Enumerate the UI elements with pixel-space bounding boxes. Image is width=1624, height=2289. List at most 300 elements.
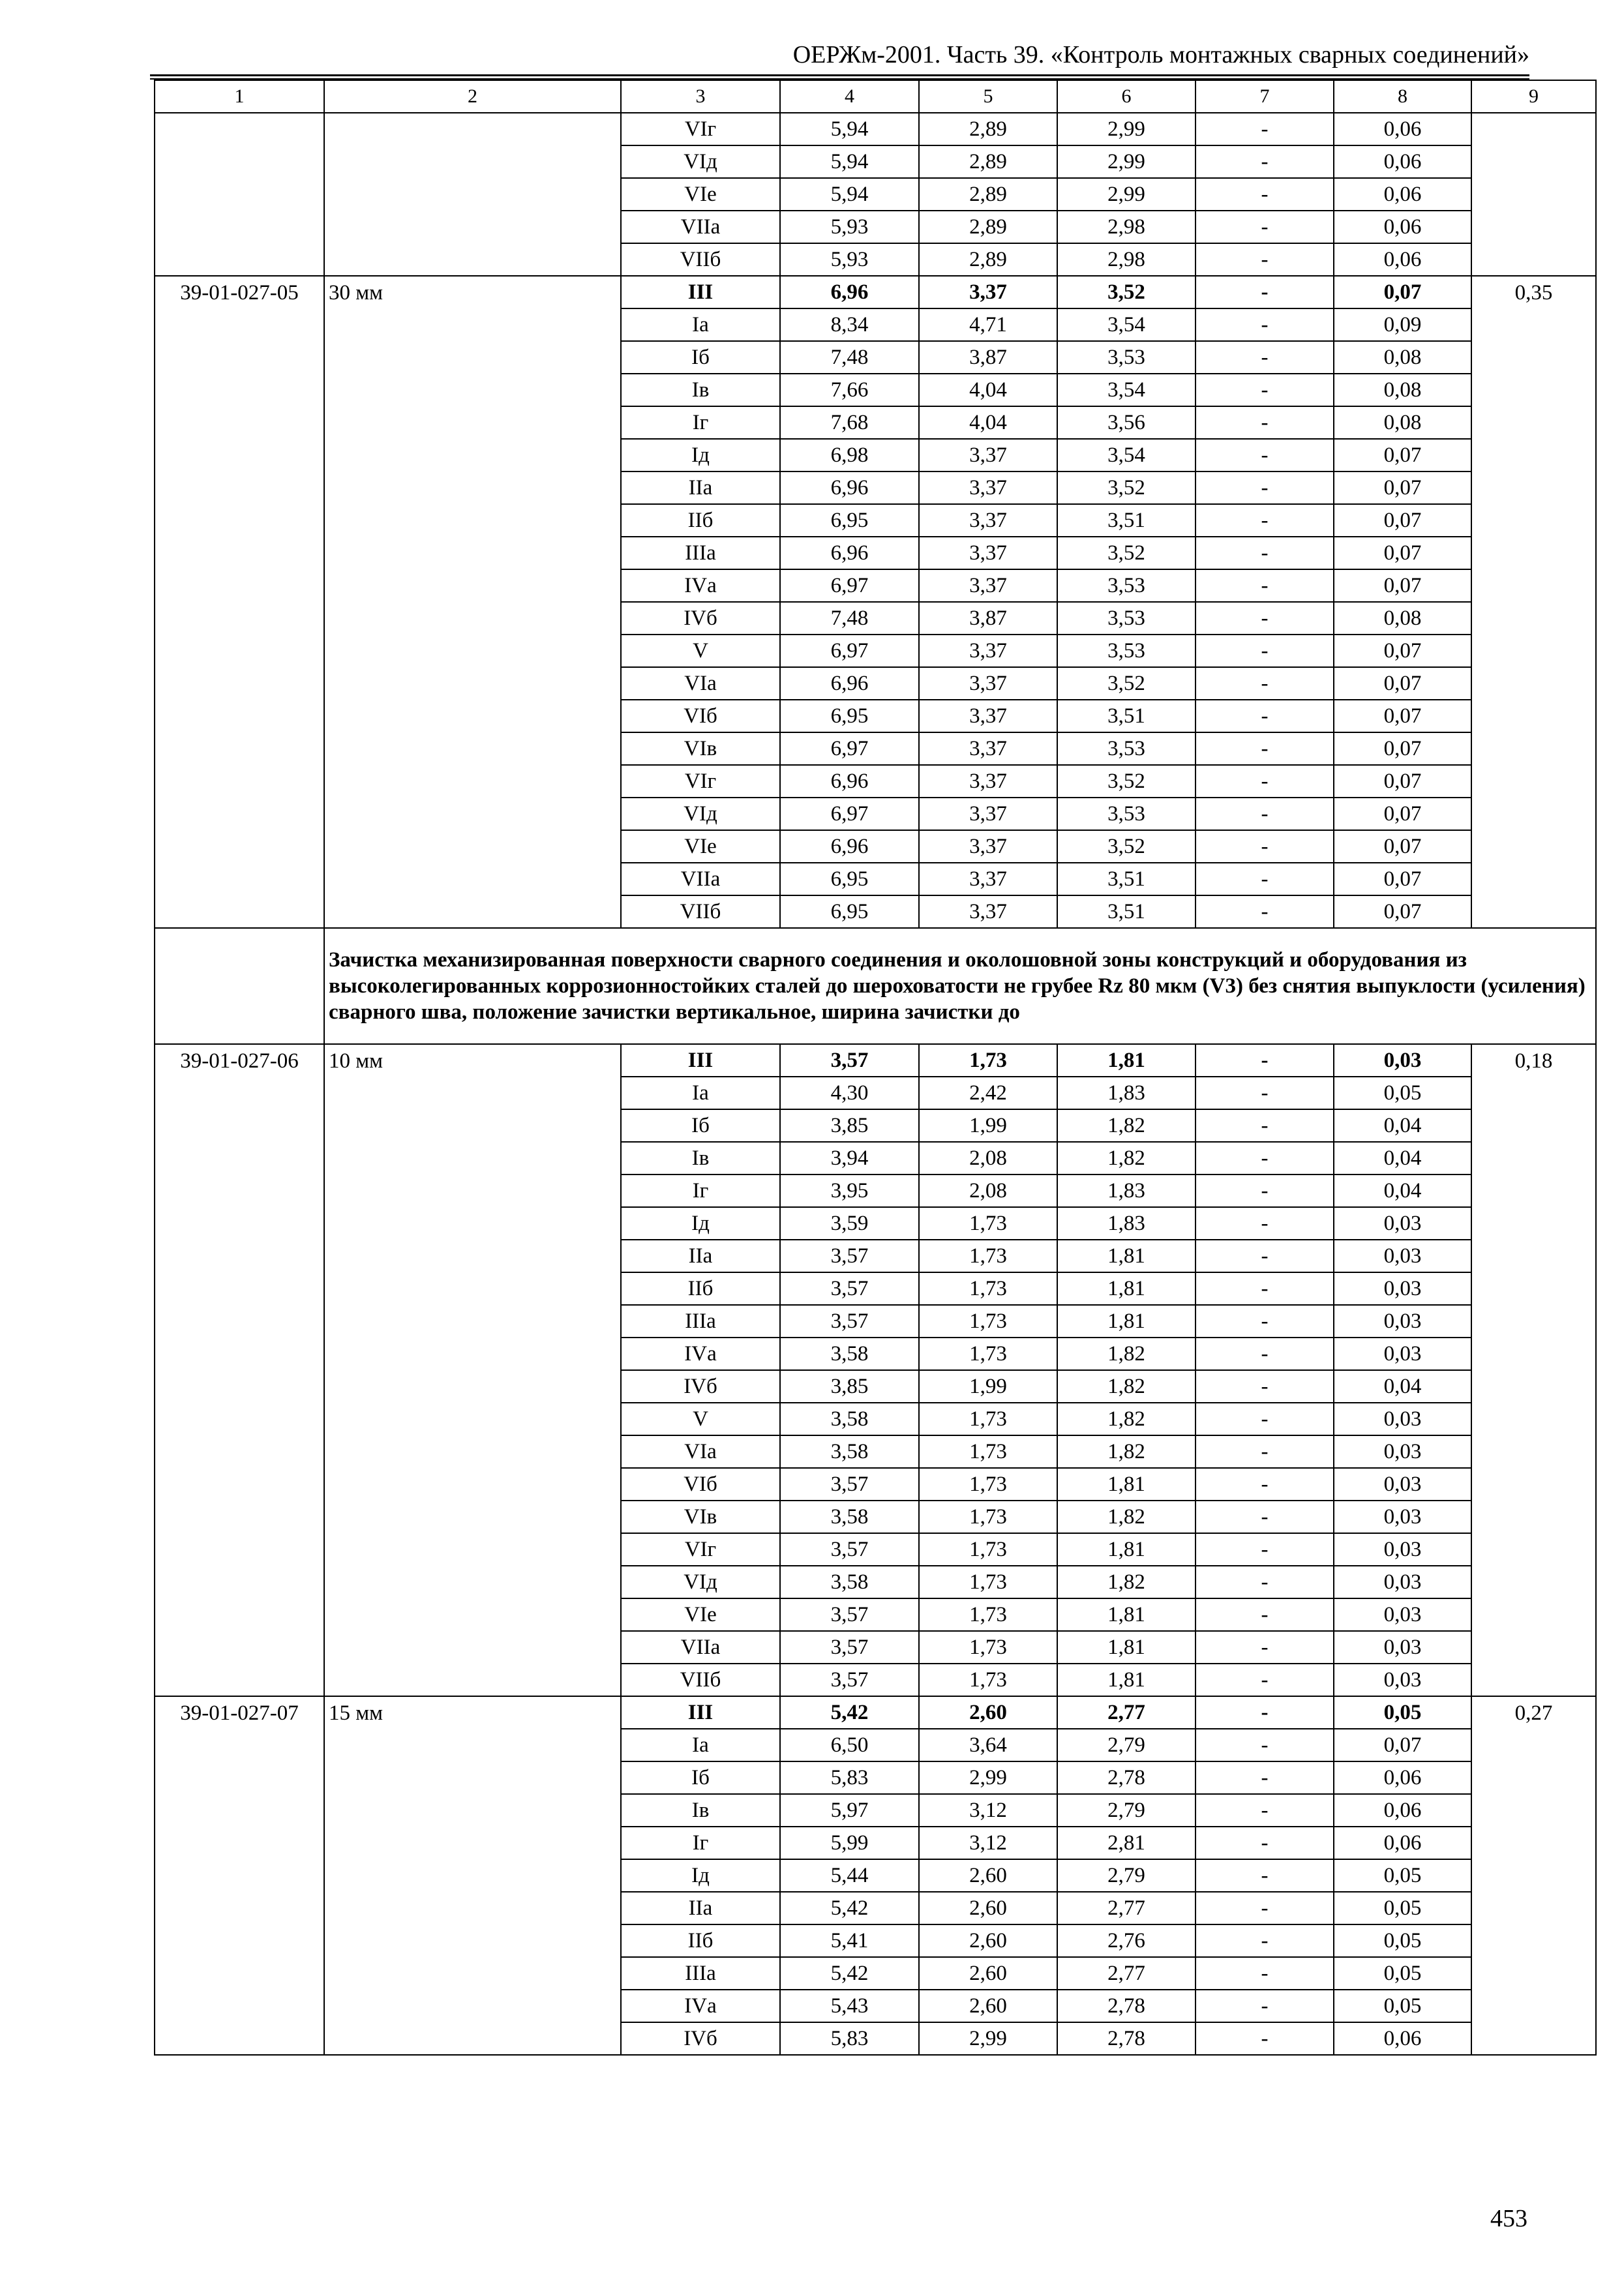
table-row [155, 504, 1596, 537]
value-cell: 5,44 [780, 1859, 919, 1892]
value-cell: 0,06 [1334, 1827, 1471, 1859]
value-cell: 0,05 [1334, 1892, 1471, 1924]
total-cell [1471, 1435, 1596, 1468]
table-row [155, 1240, 1596, 1272]
rate-code-cell [155, 1664, 324, 1696]
value-cell: 1,73 [919, 1566, 1057, 1598]
value-cell: 6,97 [780, 635, 919, 667]
total-cell [1471, 1338, 1596, 1370]
rate-code-cell: 39-01-027-06 [155, 1044, 324, 1077]
rate-code-cell [155, 635, 324, 667]
zone-cell: Iг [621, 406, 780, 439]
value-cell: 3,52 [1057, 667, 1195, 700]
value-cell: 2,99 [919, 2022, 1057, 2055]
value-cell: - [1195, 1174, 1334, 1207]
table-row [155, 406, 1596, 439]
zone-cell: Iд [621, 1859, 780, 1892]
total-cell [1471, 569, 1596, 602]
width-cell [324, 602, 621, 635]
rate-code-cell: 39-01-027-07 [155, 1696, 324, 1729]
column-number: 4 [780, 80, 919, 113]
value-cell: 1,81 [1057, 1664, 1195, 1696]
value-cell: - [1195, 700, 1334, 732]
value-cell: 3,51 [1057, 895, 1195, 928]
value-cell: 2,60 [919, 1892, 1057, 1924]
total-cell [1471, 1109, 1596, 1142]
zone-cell: VIб [621, 1468, 780, 1501]
table-row [155, 667, 1596, 700]
value-cell: 2,99 [919, 1761, 1057, 1794]
rate-code-cell [155, 243, 324, 276]
table-row [155, 1142, 1596, 1174]
value-cell: - [1195, 1109, 1334, 1142]
zone-cell: VIIб [621, 1664, 780, 1696]
total-cell [1471, 243, 1596, 276]
value-cell: 3,56 [1057, 406, 1195, 439]
total-cell [1471, 1827, 1596, 1859]
table-row [155, 1696, 1596, 1729]
total-cell [1471, 863, 1596, 895]
value-cell: 3,52 [1057, 830, 1195, 863]
zone-cell: VIд [621, 1566, 780, 1598]
width-cell [324, 1957, 621, 1990]
value-cell: 3,51 [1057, 700, 1195, 732]
width-cell [324, 798, 621, 830]
table-row [155, 1533, 1596, 1566]
value-cell: 3,37 [919, 276, 1057, 308]
total-cell [1471, 895, 1596, 928]
value-cell: 7,66 [780, 374, 919, 406]
value-cell: 4,04 [919, 406, 1057, 439]
width-cell [324, 1729, 621, 1761]
table-row [155, 1077, 1596, 1109]
value-cell: - [1195, 406, 1334, 439]
table-row [155, 374, 1596, 406]
zone-cell: Iа [621, 308, 780, 341]
table-row [155, 1403, 1596, 1435]
value-cell: 0,07 [1334, 798, 1471, 830]
total-cell [1471, 1794, 1596, 1827]
column-number: 9 [1471, 80, 1596, 113]
width-cell [324, 1827, 621, 1859]
value-cell: 3,57 [780, 1240, 919, 1272]
zone-cell: VIд [621, 145, 780, 178]
value-cell: 1,81 [1057, 1468, 1195, 1501]
value-cell: - [1195, 1598, 1334, 1631]
value-cell: 6,95 [780, 700, 919, 732]
value-cell: 0,07 [1334, 700, 1471, 732]
table-row [155, 145, 1596, 178]
width-cell [324, 341, 621, 374]
value-cell: 0,06 [1334, 211, 1471, 243]
value-cell: 1,99 [919, 1370, 1057, 1403]
zone-cell: IIб [621, 1272, 780, 1305]
table-row [155, 1468, 1596, 1501]
zone-cell: VIIб [621, 243, 780, 276]
value-cell: 0,06 [1334, 2022, 1471, 2055]
table-row [155, 537, 1596, 569]
rate-code-cell [155, 1370, 324, 1403]
value-cell: 2,60 [919, 1924, 1057, 1957]
value-cell: 3,64 [919, 1729, 1057, 1761]
zone-cell: IVб [621, 602, 780, 635]
total-cell [1471, 1272, 1596, 1305]
total-cell [1471, 1403, 1596, 1435]
value-cell: 3,54 [1057, 374, 1195, 406]
value-cell: - [1195, 471, 1334, 504]
value-cell: 0,05 [1334, 1990, 1471, 2022]
zone-cell: VIб [621, 700, 780, 732]
running-header: ОЕРЖм-2001. Часть 39. «Контроль монтажных сварных соединений» [792, 41, 1529, 68]
value-cell: - [1195, 830, 1334, 863]
value-cell: 7,48 [780, 602, 919, 635]
zone-cell: IVа [621, 1990, 780, 2022]
value-cell: 1,73 [919, 1338, 1057, 1370]
total-cell [1471, 1533, 1596, 1566]
value-cell: 1,83 [1057, 1174, 1195, 1207]
zone-cell: VIа [621, 1435, 780, 1468]
value-cell: 2,99 [1057, 145, 1195, 178]
value-cell: - [1195, 211, 1334, 243]
width-cell [324, 1142, 621, 1174]
table-row [155, 1272, 1596, 1305]
zone-cell: VIг [621, 765, 780, 798]
value-cell: 3,37 [919, 863, 1057, 895]
value-cell: 3,58 [780, 1566, 919, 1598]
width-cell [324, 1501, 621, 1533]
total-cell [1471, 765, 1596, 798]
value-cell: - [1195, 1990, 1334, 2022]
width-cell [324, 895, 621, 928]
rate-code-cell [155, 145, 324, 178]
rate-code-cell [155, 765, 324, 798]
value-cell: - [1195, 1468, 1334, 1501]
value-cell: 0,04 [1334, 1142, 1471, 1174]
total-cell [1471, 1631, 1596, 1664]
zone-cell: VIе [621, 178, 780, 211]
width-cell [324, 2022, 621, 2055]
total-cell [1471, 732, 1596, 765]
value-cell: 3,57 [780, 1468, 919, 1501]
width-cell: 30 мм [324, 276, 621, 308]
value-cell: 0,07 [1334, 732, 1471, 765]
value-cell: 4,71 [919, 308, 1057, 341]
total-cell [1471, 308, 1596, 341]
zone-cell: IIа [621, 1240, 780, 1272]
value-cell: 0,05 [1334, 1696, 1471, 1729]
value-cell: 3,57 [780, 1272, 919, 1305]
total-cell [1471, 1142, 1596, 1174]
value-cell: 5,94 [780, 113, 919, 145]
value-cell: 0,07 [1334, 569, 1471, 602]
value-cell: - [1195, 504, 1334, 537]
zone-cell: III [621, 276, 780, 308]
total-cell [1471, 1892, 1596, 1924]
width-cell [324, 178, 621, 211]
value-cell: 3,85 [780, 1370, 919, 1403]
value-cell: 2,08 [919, 1174, 1057, 1207]
width-cell [324, 1566, 621, 1598]
table-row [155, 895, 1596, 928]
value-cell: 5,43 [780, 1990, 919, 2022]
value-cell: 6,96 [780, 765, 919, 798]
width-cell [324, 1892, 621, 1924]
rate-code-cell [155, 1794, 324, 1827]
table-row [155, 1501, 1596, 1533]
width-cell [324, 1370, 621, 1403]
value-cell: 6,96 [780, 471, 919, 504]
width-cell [324, 667, 621, 700]
rate-code-cell: 39-01-027-05 [155, 276, 324, 308]
value-cell: 2,89 [919, 178, 1057, 211]
width-cell [324, 374, 621, 406]
table-row [155, 471, 1596, 504]
column-number: 3 [621, 80, 780, 113]
value-cell: 0,03 [1334, 1468, 1471, 1501]
value-cell: - [1195, 113, 1334, 145]
zone-cell: IIIа [621, 537, 780, 569]
value-cell: 3,57 [780, 1598, 919, 1631]
value-cell: 1,81 [1057, 1044, 1195, 1077]
width-cell [324, 243, 621, 276]
value-cell: 0,05 [1334, 1924, 1471, 1957]
value-cell: 0,03 [1334, 1240, 1471, 1272]
value-cell: 0,05 [1334, 1957, 1471, 1990]
table-row [155, 635, 1596, 667]
value-cell: 2,89 [919, 211, 1057, 243]
table-row [155, 1207, 1596, 1240]
value-cell: 0,03 [1334, 1272, 1471, 1305]
table-row [155, 2022, 1596, 2055]
value-cell: - [1195, 243, 1334, 276]
value-cell: 2,60 [919, 1859, 1057, 1892]
value-cell: 3,52 [1057, 471, 1195, 504]
value-cell: - [1195, 1435, 1334, 1468]
rate-code-cell [155, 1272, 324, 1305]
zone-cell: VIIа [621, 211, 780, 243]
value-cell: 2,42 [919, 1077, 1057, 1109]
value-cell: 0,04 [1334, 1109, 1471, 1142]
value-cell: 1,73 [919, 1631, 1057, 1664]
zone-cell: VIд [621, 798, 780, 830]
table-row [155, 1370, 1596, 1403]
value-cell: 1,73 [919, 1403, 1057, 1435]
table-row [155, 113, 1596, 145]
value-cell: - [1195, 341, 1334, 374]
value-cell: 0,08 [1334, 341, 1471, 374]
table-row [155, 1566, 1596, 1598]
value-cell: 1,82 [1057, 1566, 1195, 1598]
zone-cell: Iа [621, 1077, 780, 1109]
value-cell: 5,94 [780, 178, 919, 211]
table-row [155, 1990, 1596, 2022]
value-cell: 8,34 [780, 308, 919, 341]
total-cell [1471, 700, 1596, 732]
value-cell: 3,58 [780, 1338, 919, 1370]
total-cell: 0,27 [1471, 1696, 1596, 1729]
value-cell: 6,96 [780, 276, 919, 308]
zone-cell: VIе [621, 830, 780, 863]
value-cell: - [1195, 374, 1334, 406]
value-cell: 3,87 [919, 341, 1057, 374]
value-cell: 2,78 [1057, 1990, 1195, 2022]
zone-cell: Iд [621, 1207, 780, 1240]
value-cell: 6,96 [780, 537, 919, 569]
total-cell [1471, 1924, 1596, 1957]
value-cell: 2,98 [1057, 243, 1195, 276]
zone-cell: Iб [621, 1109, 780, 1142]
table-row [155, 439, 1596, 471]
value-cell: 0,04 [1334, 1174, 1471, 1207]
value-cell: 0,03 [1334, 1435, 1471, 1468]
value-cell: 6,96 [780, 830, 919, 863]
rate-code-cell [155, 1827, 324, 1859]
value-cell: 3,53 [1057, 798, 1195, 830]
value-cell: 3,54 [1057, 439, 1195, 471]
rate-code-cell [155, 1957, 324, 1990]
value-cell: 1,73 [919, 1240, 1057, 1272]
value-cell: 3,85 [780, 1109, 919, 1142]
zone-cell: VIв [621, 1501, 780, 1533]
value-cell: - [1195, 1370, 1334, 1403]
value-cell: 1,73 [919, 1207, 1057, 1240]
width-cell [324, 1533, 621, 1566]
zone-cell: VIIа [621, 863, 780, 895]
value-cell: - [1195, 798, 1334, 830]
table-body [155, 113, 1596, 2055]
zone-cell: Iв [621, 1794, 780, 1827]
total-cell [1471, 667, 1596, 700]
total-cell [1471, 1859, 1596, 1892]
value-cell: 2,08 [919, 1142, 1057, 1174]
rate-code-cell [155, 1240, 324, 1272]
value-cell: 1,73 [919, 1533, 1057, 1566]
table-row [155, 276, 1596, 308]
value-cell: 0,06 [1334, 243, 1471, 276]
table-row [155, 211, 1596, 243]
value-cell: 3,52 [1057, 765, 1195, 798]
zone-cell: VIIб [621, 895, 780, 928]
rate-code-cell [155, 1598, 324, 1631]
rate-code-cell [155, 830, 324, 863]
value-cell: 3,52 [1057, 537, 1195, 569]
total-cell [1471, 113, 1596, 145]
value-cell: 5,42 [780, 1892, 919, 1924]
value-cell: 3,37 [919, 504, 1057, 537]
value-cell: - [1195, 1403, 1334, 1435]
total-cell [1471, 635, 1596, 667]
zone-cell: IIб [621, 504, 780, 537]
value-cell: 2,79 [1057, 1794, 1195, 1827]
width-cell [324, 830, 621, 863]
value-cell: 2,81 [1057, 1827, 1195, 1859]
width-cell: 15 мм [324, 1696, 621, 1729]
value-cell: 1,73 [919, 1664, 1057, 1696]
value-cell: 3,37 [919, 798, 1057, 830]
zone-cell: Iб [621, 341, 780, 374]
width-cell [324, 113, 621, 145]
table-row [155, 1892, 1596, 1924]
rate-code-cell [155, 1924, 324, 1957]
table-row [155, 1827, 1596, 1859]
value-cell: - [1195, 863, 1334, 895]
value-cell: 3,37 [919, 439, 1057, 471]
total-cell [1471, 2022, 1596, 2055]
value-cell: 0,04 [1334, 1370, 1471, 1403]
value-cell: - [1195, 569, 1334, 602]
rate-code-cell [155, 700, 324, 732]
table-row [155, 178, 1596, 211]
table-row [155, 1044, 1596, 1077]
total-cell [1471, 471, 1596, 504]
value-cell: - [1195, 1794, 1334, 1827]
table-row [155, 308, 1596, 341]
rate-code-cell [155, 863, 324, 895]
value-cell: 1,83 [1057, 1077, 1195, 1109]
value-cell: 0,03 [1334, 1044, 1471, 1077]
value-cell: 5,93 [780, 243, 919, 276]
zone-cell: III [621, 1044, 780, 1077]
width-cell [324, 1924, 621, 1957]
width-cell [324, 635, 621, 667]
section-code-cell [155, 928, 324, 1044]
width-cell [324, 406, 621, 439]
rate-code-cell [155, 1761, 324, 1794]
width-cell [324, 1207, 621, 1240]
width-cell [324, 1631, 621, 1664]
value-cell: 0,03 [1334, 1501, 1471, 1533]
value-cell: 0,03 [1334, 1207, 1471, 1240]
value-cell: 1,73 [919, 1272, 1057, 1305]
value-cell: - [1195, 1664, 1334, 1696]
page-number: 453 [1490, 2205, 1527, 2232]
table-row [155, 1435, 1596, 1468]
value-cell: 2,78 [1057, 1761, 1195, 1794]
width-cell [324, 145, 621, 178]
rate-code-cell [155, 374, 324, 406]
value-cell: 2,98 [1057, 211, 1195, 243]
zone-cell: VIа [621, 667, 780, 700]
value-cell: 1,73 [919, 1044, 1057, 1077]
value-cell: - [1195, 667, 1334, 700]
total-cell [1471, 602, 1596, 635]
total-cell [1471, 145, 1596, 178]
width-cell [324, 1794, 621, 1827]
value-cell: 2,89 [919, 243, 1057, 276]
value-cell: 2,89 [919, 113, 1057, 145]
total-cell [1471, 1729, 1596, 1761]
value-cell: 1,82 [1057, 1370, 1195, 1403]
value-cell: 0,08 [1334, 602, 1471, 635]
value-cell: - [1195, 537, 1334, 569]
width-cell [324, 211, 621, 243]
rate-code-cell [155, 1403, 324, 1435]
value-cell: - [1195, 1240, 1334, 1272]
column-number-row [155, 80, 1596, 113]
value-cell: 6,95 [780, 863, 919, 895]
rate-code-cell [155, 537, 324, 569]
value-cell: 3,57 [780, 1664, 919, 1696]
value-cell: 1,73 [919, 1435, 1057, 1468]
table-row [155, 569, 1596, 602]
total-cell [1471, 537, 1596, 569]
total-cell [1471, 1174, 1596, 1207]
value-cell: - [1195, 1305, 1334, 1338]
value-cell: 0,03 [1334, 1403, 1471, 1435]
total-cell [1471, 1370, 1596, 1403]
value-cell: 3,53 [1057, 602, 1195, 635]
table-row [155, 700, 1596, 732]
